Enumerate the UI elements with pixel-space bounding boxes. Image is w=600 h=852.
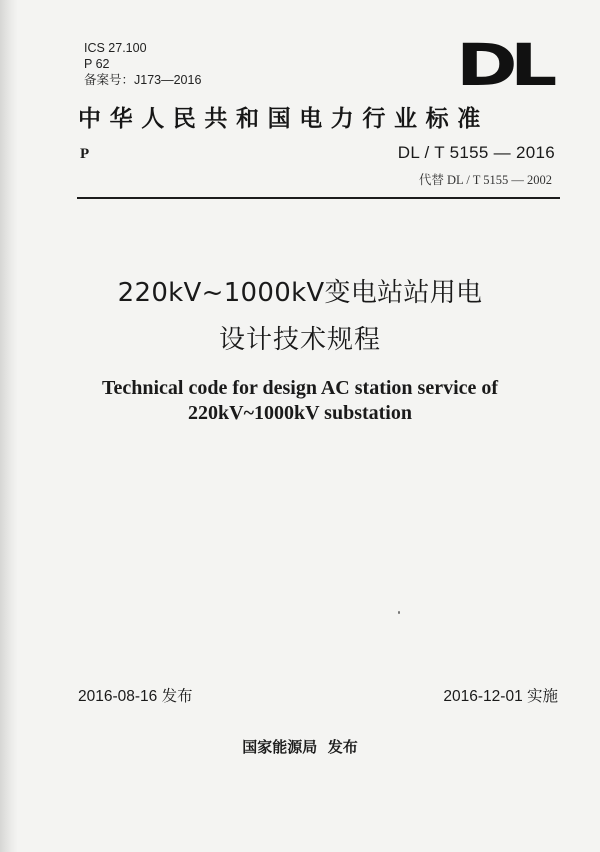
issue-date: 2016-08-16 发布 — [78, 688, 193, 705]
english-title-line-2: 220kV~1000kV substation — [188, 402, 412, 424]
publisher: 国家能源局 发布 — [242, 738, 358, 756]
scan-binding-edge — [0, 0, 18, 852]
standard-title: 中华人民共和国电力行业标准 — [78, 106, 489, 132]
ics-code: ICS 27.100 — [84, 41, 147, 55]
scan-speck — [398, 611, 400, 614]
implementation-date: 2016-12-01 实施 — [443, 688, 558, 705]
header-divider — [77, 197, 560, 199]
dl-logo: DL — [456, 31, 550, 99]
standard-number: DL / T 5155 — 2016 — [397, 143, 555, 162]
replaces-note: 代替 DL / T 5155 — 2002 — [418, 173, 552, 187]
classification-code: P 62 — [84, 57, 110, 71]
chinese-title-line-2: 设计技术规程 — [218, 325, 381, 355]
english-title-line-1: Technical code for design AC station service of — [101, 377, 499, 399]
chinese-title-line-1: 220kV~1000kV变电站站用电 — [117, 278, 483, 308]
classification-block — [84, 40, 201, 88]
filing-number: 备案号：J173—2016 — [84, 73, 202, 87]
category-letter: P — [80, 146, 90, 162]
